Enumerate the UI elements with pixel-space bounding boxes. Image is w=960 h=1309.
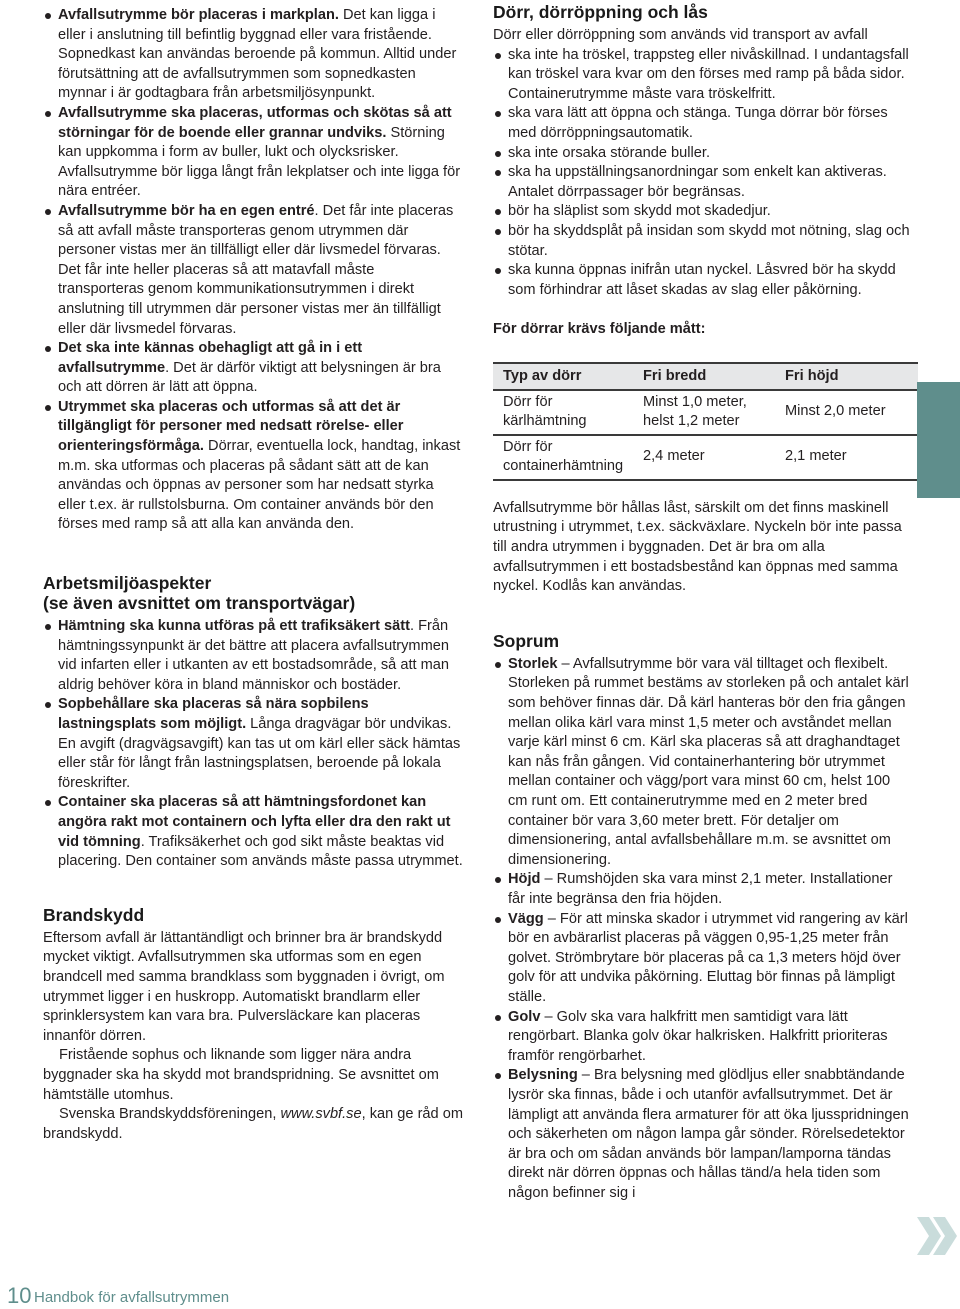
dorr-bullet-list (493, 46, 911, 301)
arbetsmiljo-bullet-list (43, 617, 463, 872)
bullet-bold: Vägg (508, 910, 544, 927)
bullet-text: – Golv ska vara halkfritt men samtidigt vara lätt rengörbart. Blanka golv ökar halkrisken. Halkfritt prioriteras framför rengörbarhet. (508, 1008, 888, 1064)
bullet-text: Dörrar, eventuella lock, handtag, inkast m.m. ska utformas och placeras på sådant sätt att de kan användas och öppnas av personer som har nedsatt styrka eller t.ex. är rullstolsburna. Om container används bör den förses med ramp så att alla kan använda den. (58, 438, 461, 533)
column-header: Typ av dörr (493, 363, 633, 390)
bullet-text: – För att minska skador i utrymmet vid rangering av kärl bör en avbärarlist placeras på väggen 0,95-1,25 meter från golvet. Strömbrytare bör placeras på ca 1,3 meters höjd över golv för att undvika påkörning. Eluttag bör finnas på lämpligt ställe. (508, 910, 908, 1005)
list-item (43, 6, 463, 104)
placement-bullet-list (43, 6, 463, 535)
brandskydd-paragraph: Fristående sophus och liknande som ligger nära andra byggnader ska ha skydd mot brandspridning. Se avsnittet om hämtställe utomhus. (43, 1047, 439, 1103)
list-item: ska kunna öppnas inifrån utan nyckel. Låsvred bör ha skydd som förhindrar att låset skadas av slag eller påkörning. (493, 261, 911, 300)
list-item (493, 655, 911, 871)
publication-title: Handbok för avfallsutrymmen (34, 1289, 230, 1306)
list-item: ska inte ha tröskel, trappsteg eller nivåskillnad. I undantagsfall kan tröskel vara kvar om den förses med ramp på båda sidor. Containerutrymme måste vara tröskelfritt. (493, 46, 911, 105)
bullet-bold: Sopbehållare ska placeras så nära sopbilens lastningsplats som möjligt. (58, 696, 369, 732)
table-row (493, 390, 918, 435)
bullet-bold: Hämtning ska kunna utföras på ett trafiksäkert sätt (58, 618, 410, 635)
table-cell: 2,4 meter (633, 435, 775, 480)
bullet-text: . Trafiksäkerhet och god sikt måste beaktas vid placering. Den container som används måste passa utrymmet. (58, 833, 463, 870)
table-cell: Minst 2,0 meter (775, 390, 918, 435)
bullet-bold: Belysning (508, 1067, 578, 1084)
bullet-bold: Avfallsutrymme bör ha en egen entré (58, 202, 315, 219)
column-header: Fri bredd (633, 363, 775, 390)
list-item (43, 617, 463, 695)
table-cell: Dörr för containerhämtning (493, 435, 633, 480)
table-cell: Minst 1,0 meter, helst 1,2 meter (633, 390, 775, 435)
bullet-bold: Container ska placeras så att hämtningsfordonet kan angöra rakt mot containern och lyfta eller dra den rakt ut vid tömning (58, 794, 451, 850)
list-item (43, 398, 463, 535)
bullet-bold: Det ska inte kännas obehagligt att gå in i ett avfallsutrymme (58, 340, 363, 376)
list-item: ska inte orsaka störande buller. (493, 144, 911, 164)
bullet-text: – Rumshöjden ska vara minst 2,1 meter. Installationer får inte begränsa den fria höjden. (508, 871, 893, 907)
brandskydd-paragraph: Eftersom avfall är lättantändligt och brinner bra är brandskydd mycket viktigt. Avfallsutrymmen ska utformas som en egen brandcell med samma brandklass som byggnaden i övrigt, om utrymmet ligger i en huskropp. Automatiskt brandlarm eller sprinklersystem kan vara bra. Pulversläckare kan placeras innanför dörren. (43, 929, 445, 1044)
bullet-text: . Det får inte placeras så att avfall måste transporteras genom utrymmen där personer vistas mer än tillfälligt eller där livsmedel förvaras. Det får inte heller placeras så att matavfall måste transporteras genom kommunikationsutrymmen i direkt anslutning till utrymmen där personer vistas mer än tillfälligt eller där livsmedel förvaras. (58, 202, 454, 337)
list-item (493, 870, 911, 909)
after-table-paragraph: Avfallsutrymme bör hållas låst, särskilt om det finns maskinell utrustning i utrymmet, t.ex. säckväxlare. Nyckeln bör inte passa till andra utrymmen i byggnaden. Det är bra om alla avfallsutrymmen i ett bostadsbestånd kan öppnas med samma nyckel. Kodlås kan användas. (493, 499, 902, 595)
bullet-text: Störning kan uppkomma i form av buller, lukt och olycksrisker. Avfallsutrymme bör ligga långt från lekplatser och inte ligga för nära entréer. (58, 124, 461, 200)
column-header: Fri höjd (775, 363, 918, 390)
text-span: Svenska Brandskyddsföreningen, (59, 1106, 281, 1123)
left-column (43, 6, 463, 1144)
heading-line: (se även avsnittet om transportvägar) (43, 593, 356, 614)
bullet-text: . Det är därför viktigt att belysningen är bra och att dörren är lätt att öppna. (58, 359, 441, 396)
next-page-arrow-icon[interactable] (915, 1215, 960, 1257)
section-heading-dorr: Dörr, dörröppning och lås (493, 2, 708, 22)
matt-label: För dörrar krävs följande mått: (493, 321, 706, 338)
bullet-bold: Utrymmet ska placeras och utformas så att det är tillgängligt för personer med nedsatt rörelse- eller orienteringsförmåga. (58, 398, 404, 455)
list-item (43, 793, 463, 871)
section-heading-arbetsmiljo (43, 573, 463, 613)
section-heading-brandskydd: Brandskydd (43, 904, 145, 925)
table-header-row (493, 363, 918, 390)
dorr-intro: Dörr eller dörröppning som används vid transport av avfall (493, 27, 868, 43)
bullet-bold: Avfallsutrymme bör placeras i markplan. (58, 7, 339, 23)
list-item (43, 202, 463, 339)
brandskydd-paragraph (43, 1105, 463, 1144)
bullet-bold: Avfallsutrymme ska placeras, utformas och skötas så att störningar för de boende eller grannar undviks. (58, 104, 452, 141)
list-item (493, 1008, 911, 1067)
bullet-text: – Bra belysning med glödljus eller snabbtändande lysrör ska finnas, både i och utanför avfallsutrymmet. Det är lämpligt att använda flera armaturer för att öka ljusspridningen och säkerheten om någon lampa går sönder. Rörelsedetektor är bra och om sådan används bör lampan/lamporna tändas direkt när dörren öppnas och hållas tänd/a hela tiden som någon befinner sig i (508, 1067, 909, 1201)
list-item: bör ha skyddsplåt på insidan som skydd mot nötning, slag och stötar. (493, 222, 911, 261)
heading-line: Arbetsmiljöaspekter (43, 573, 212, 594)
list-item (43, 695, 463, 793)
page-number: 10 (7, 1283, 32, 1308)
table-cell: Dörr för kärlhämtning (493, 390, 633, 435)
bullet-text: Det kan ligga i eller i anslutning till befintlig byggnad eller vara fristående. Sopnedkast kan användas beroende på kommun. Alltid under förutsättning att de avfallsutrymmen som sopnedkasten mynnar i är godtagbara från arbetsmiljösynpunkt. (58, 7, 457, 102)
list-item (493, 910, 911, 1008)
list-item (493, 1066, 911, 1203)
list-item: ska ha uppställningsanordningar som enkelt kan aktiveras. Antalet dörrpassager bör begränsas. (493, 163, 911, 202)
list-item: bör ha släplist som skydd mot skadedjur. (493, 202, 911, 222)
accent-tab (917, 382, 960, 498)
list-item (43, 104, 463, 202)
svbf-link[interactable]: www.svbf.se (280, 1106, 362, 1123)
section-heading-soprum: Soprum (493, 630, 560, 651)
door-dimensions-table (493, 362, 918, 481)
list-item: ska vara lätt att öppna och stänga. Tunga dörrar bör förses med dörröppningsautomatik. (493, 104, 911, 143)
list-item (43, 339, 463, 398)
table-cell: 2,1 meter (775, 435, 918, 480)
soprum-bullet-list (493, 655, 911, 1204)
bullet-text: – Avfallsutrymme bör vara väl tilltaget och flexibelt. Storleken på rummet bestäms av storleken på och antalet kärl som behöver finnas där. Då kärl hanteras bör den fria gången mellan olika kärl vara minst 1,5 meter och avståndet mellan varje kärl minst 6 cm. Kärl ska placeras så att draghandtaget kan nås från gången. Vid containerhantering bör utrymmet mellan container och vägg/port vara minst 60 cm, helst 100 cm runt om. Ett containerutrymme med en 2 meter bred container bör vara 3,60 meter brett. För detaljer om dimensionering, antal avfallsbehållare m.m. se avsnittet om dimensionering. (508, 655, 909, 868)
table-row (493, 435, 918, 480)
right-column (493, 0, 911, 1203)
bullet-text: Långa dragvägar bör undvikas. En avgift (dragvägsavgift) kan tas ut om kärl eller säck hämtas eller står för långt från lastningsplatsen, beroende på lokala föreskrifter. (58, 716, 461, 791)
bullet-text: . Från hämtningssynpunkt är det bättre att placera avfallsutrymmen vid infarten eller i utkanten av ett bostadsområde, så att man aldrig behöver köra in bland människor och bostäder. (58, 618, 450, 693)
bullet-bold: Storlek (508, 655, 558, 672)
text-span: , kan ge råd om brandskydd. (43, 1106, 463, 1142)
bullet-bold: Höjd (508, 871, 541, 888)
bullet-bold: Golv (508, 1008, 541, 1025)
